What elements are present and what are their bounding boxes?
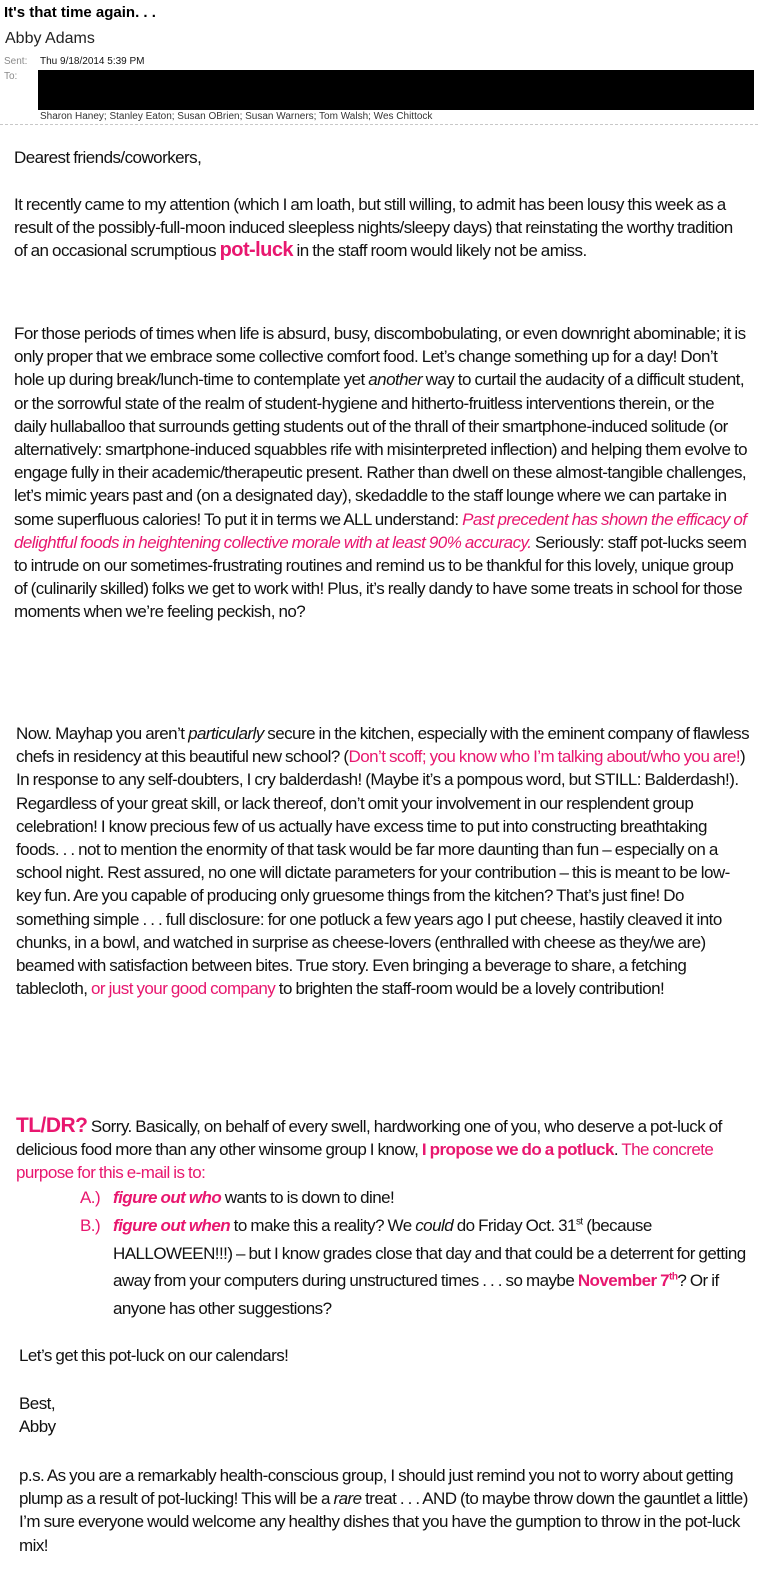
paragraph-text: . [613,1140,622,1160]
list-text: wants to is down to dine! [221,1188,395,1207]
redaction-box [38,70,754,110]
list-text: (because HALLOWEEN!!!) – but I know grades close that day and that could be a deterrent for getting away from your computers during unstructured times . . . so maybe [113,1216,746,1291]
list-item [80,1186,760,1209]
signature: Abby [19,1417,56,1437]
paragraph-intro [14,193,749,263]
postscript-text: treat . . . AND (to maybe throw down the gauntlet a little) I’m sure everyone would welcome any healthy dishes that you have the gumption to throw in the pot-luck mix! [19,1489,748,1555]
highlight-precedent: Past precedent has shown the efficacy of delightful foods in heightening collective morale with at least 90% accuracy. [14,509,747,552]
list-item [80,1212,760,1322]
superscript: th [669,1271,678,1283]
email-subject: It's that time again. . . [4,4,156,21]
paragraph-text: way to curtail the audacity of a difficult student, or the sorrowful state of the realm of student-hygiene and hitherto-fruitless interventions therein, or the daily hullaballoo that surrounds getting students out of the thrall of their smartphone-induced solitude (or alternatively: smartphone-induced squabbles rife with misinterpreted inflection) and helping them evolve to engage fully in their academic/therapeutic present. Rather than dwell on these almost-tangible challenges, let’s mimic years past and (on a designated day), skedaddle to the staff lounge where we can partake in some superfluous calories! To put it in terms we ALL understand: [14,370,748,529]
superscript: st [575,1216,583,1228]
highlight-propose: I propose we do a potluck [421,1140,614,1160]
paragraph-text: in the staff room would likely not be amiss. [292,241,587,261]
highlight-dont-scoff: Don’t scoff; you know who I’m talking about/who you are! [348,747,741,767]
purpose-list [80,1186,760,1322]
list-text: ? Or if anyone has other suggestions? [113,1271,719,1318]
list-marker: B.) [80,1216,101,1236]
paragraph-text: secure in the kitchen, especially with the eminent company of flawless chefs in residency at this beautiful new school? ( [16,724,750,767]
sent-label: Sent: [4,56,28,67]
paragraph-text: Seriously: staff pot-lucks seem to intrude on our sometimes-frustrating routines and remind us to be thankful for this lovely, unique group of (culinarily skilled) folks we get to work with! Plus, it’s really dandy to have some treats in school for those moments when we’re feeling peckish, no? [14,532,747,622]
paragraph-text: For those periods of times when life is absurd, busy, discombobulating, or even downright abominable; it is only proper that we embrace some collective comfort food. Let’s change something up for a day! Don’t hole up during break/lunch-time to contemplate yet [14,324,746,390]
email-header [0,0,784,126]
italic-text: particularly [188,724,264,743]
list-text: do Friday Oct. 31 [453,1216,576,1236]
recipients-partial[interactable]: Sharon Haney; Stanley Eaton; Susan OBrien; Susan Warners; Tom Walsh; Wes Chittock [40,111,433,122]
postscript [19,1464,754,1557]
postscript-text: p.s. As you are a remarkably health-conscious group, I should just remind you not to worry about getting plump as a result of pot-lucking! This will be a [19,1466,734,1509]
email-sender[interactable]: Abby Adams [5,30,95,47]
signoff: Best, [19,1394,55,1413]
paragraph-comfort-food [14,322,749,624]
header-divider [0,124,758,125]
italic-text: could [415,1216,454,1236]
italic-text: another [368,370,423,390]
paragraph-text: Now. Mayhap you aren’t [16,724,189,743]
paragraph-kitchen [16,722,751,1000]
sent-value: Thu 9/18/2014 5:39 PM [40,56,145,67]
to-label: To: [4,71,18,82]
highlight-figure-out-who: figure out who [113,1188,222,1207]
highlight-figure-out-when: figure out when [113,1216,231,1236]
tldr-heading: TL/DR? [16,1114,88,1137]
paragraph-text: Sorry. Basically, on behalf of every swell, hardworking one of you, who deserve a pot-luck of delicious food more than any other winsome group I know, [16,1117,722,1160]
highlight-november-date: November 7 [577,1271,670,1291]
highlight-purpose: The concrete purpose for this e-mail is to: [16,1140,714,1183]
paragraph-text: ) In response to any self-doubters, I cry balderdash! (Maybe it’s a pompous word, but STILL: Balderdash!). Regardless of your great skill, or lack thereof, don’t omit your involvement in our resplendent group celebration! I know precious few of us actually have excess time to put into constructing breathtaking foods. . . not to mention the enormity of that task would be far more daunting than fun – especially on a school night. Rest assured, no one will dictate parameters for your contribution – this is meant to be low-key fun. Are you capable of producing only gruesome things from the kitchen? That’s just fine! Do something simple . . . full disclosure: for one potluck a few years ago I put cheese, hastily cleaved it into chunks, in a bowl, and watched in surprise as cheese-lovers (enthralled with cheese as they/we are) beamed with satisfaction between bites. True story. Even bringing a beverage to share, a fetching tablecloth, [16,747,746,999]
greeting: Dearest friends/coworkers, [14,148,202,167]
italic-text: rare [333,1489,362,1509]
signature-block [19,1392,754,1438]
list-text: to make this a reality? We [230,1216,416,1236]
paragraph-tldr [16,1114,751,1185]
list-marker: A.) [80,1188,101,1207]
highlight-pot-luck: pot-luck [219,239,293,262]
paragraph-text: to brighten the staff-room would be a lovely contribution! [275,979,665,999]
highlight-good-company: or just your good company [91,979,276,999]
paragraph-text: It recently came to my attention (which I am loath, but still willing, to admit has been lousy this week as a result of the possibly-full-moon induced sleepless nights/sleepy days) that reinstating the worthy tradition of an occasional scrumptious [14,195,733,261]
closing-line: Let’s get this pot-luck on our calendars! [19,1346,289,1365]
